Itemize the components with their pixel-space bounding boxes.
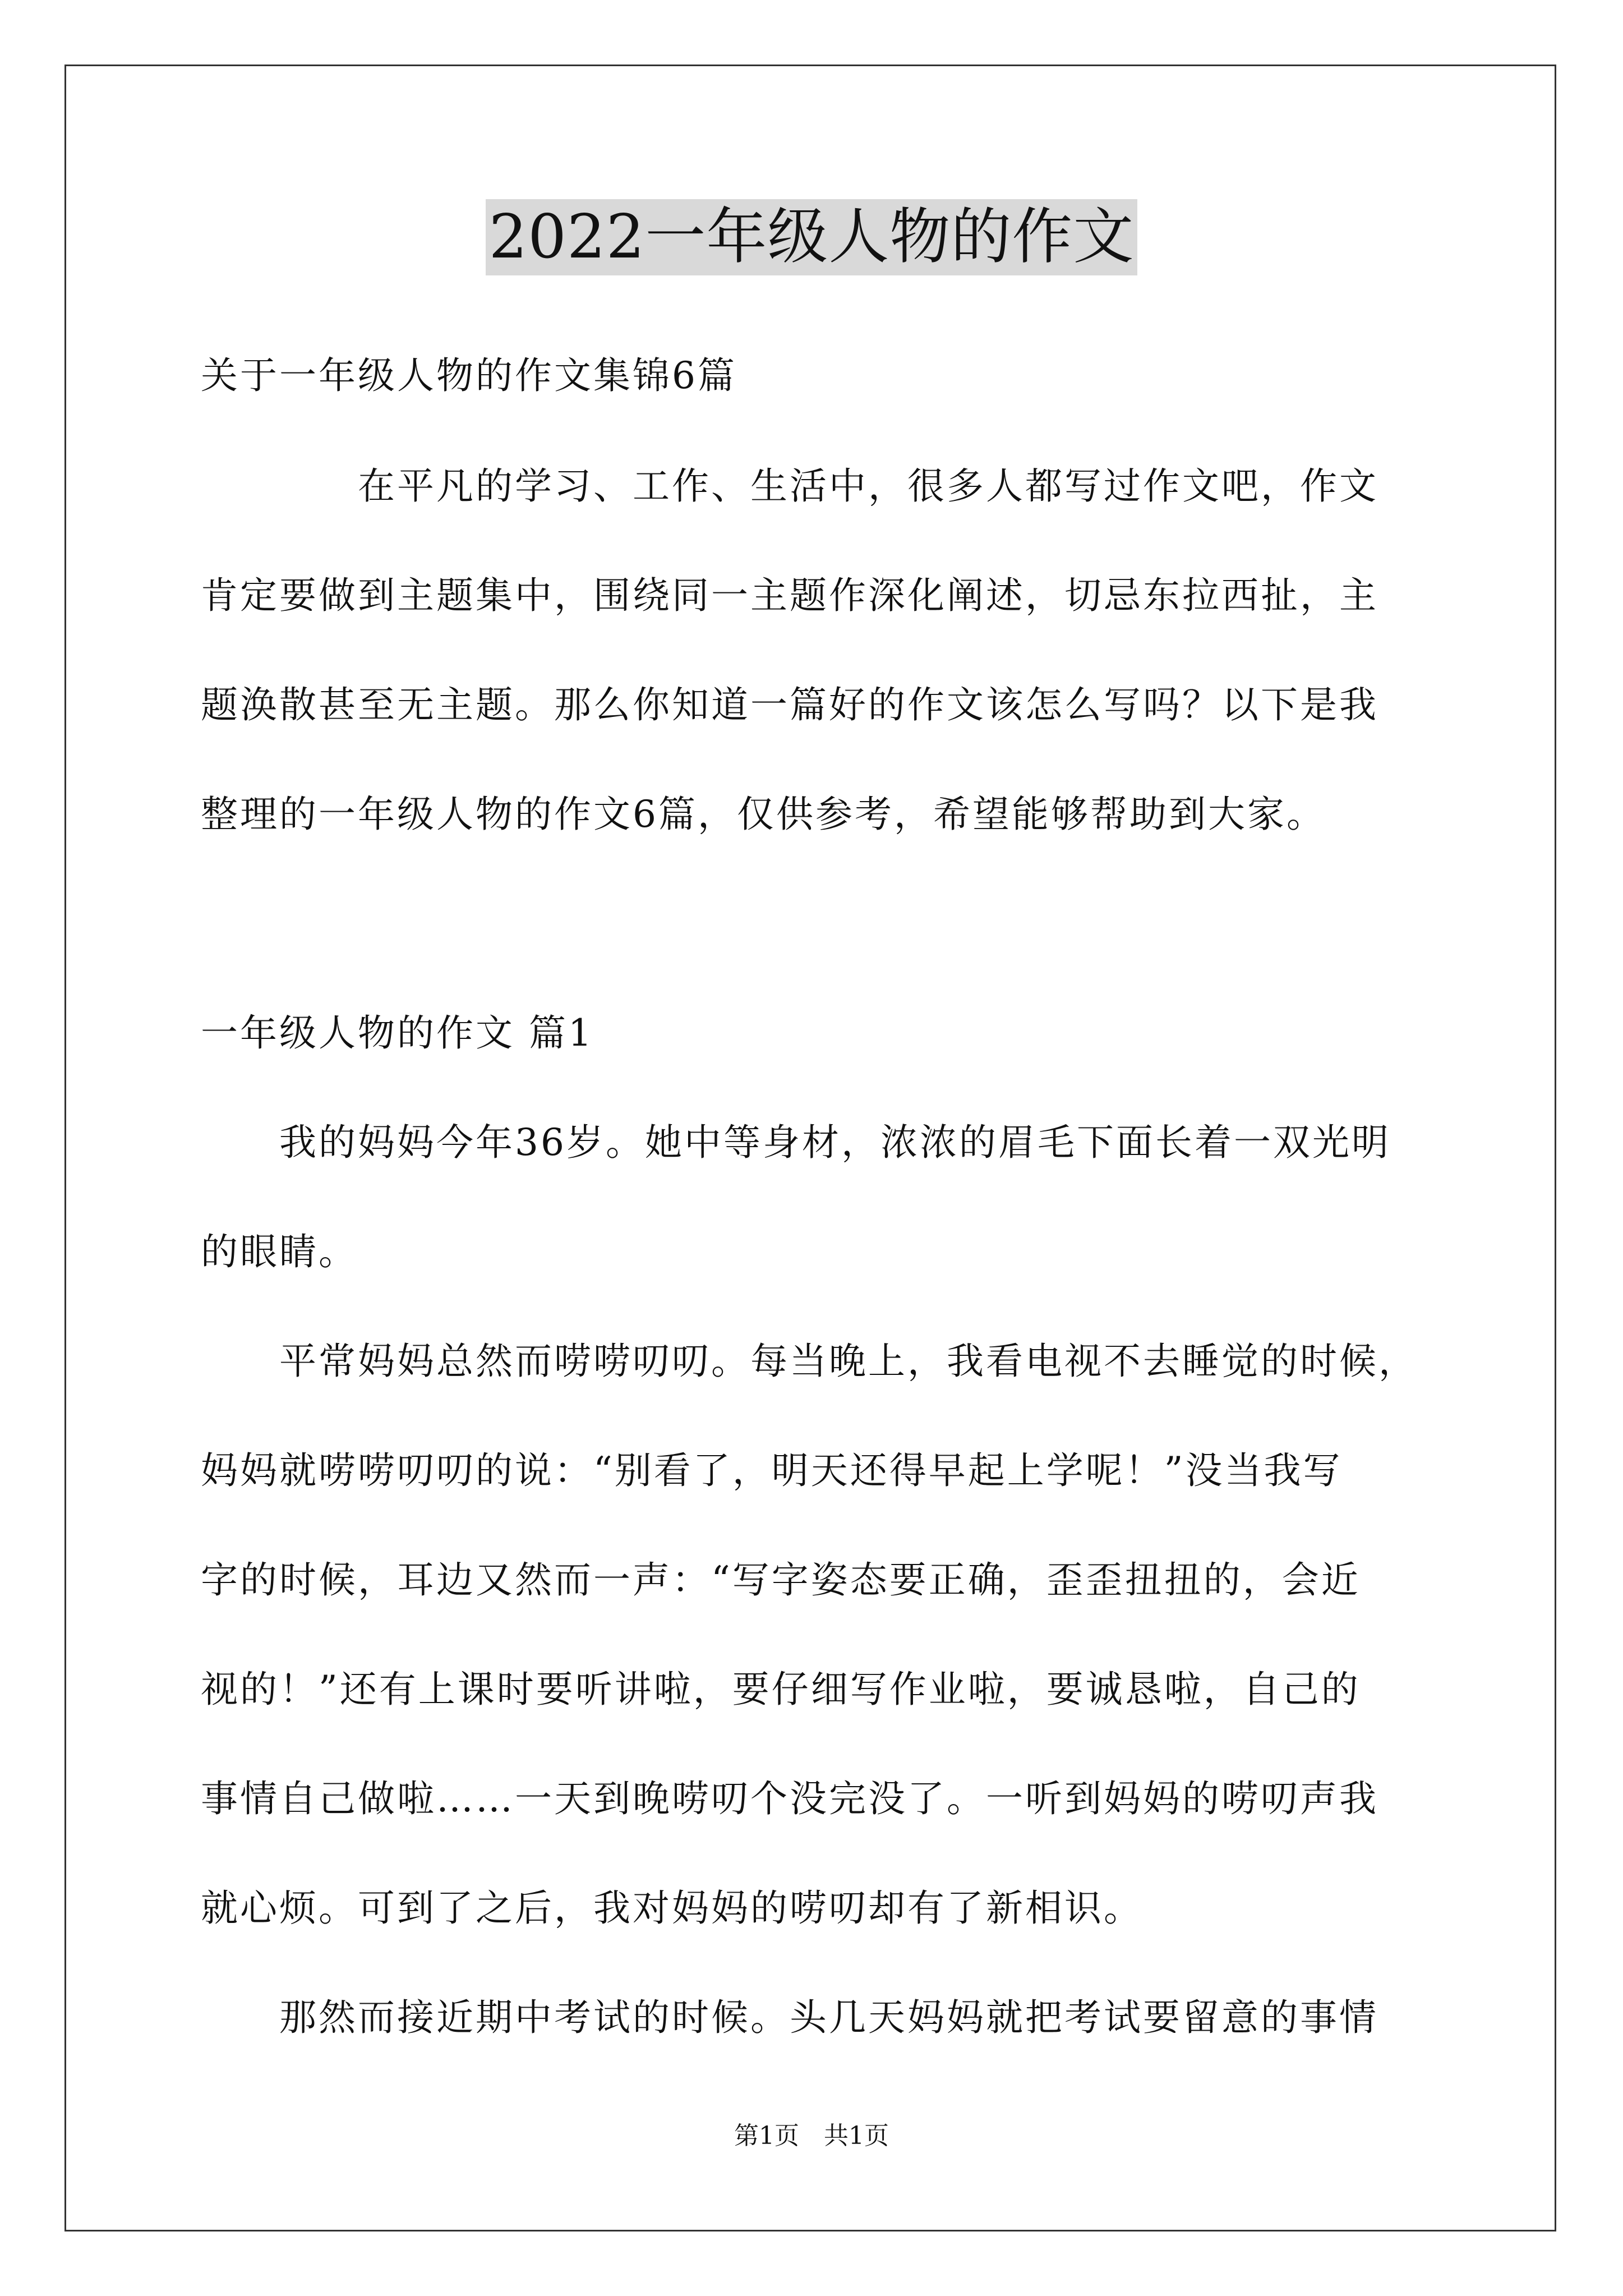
paragraph2-line-1: 平常妈妈总然而唠唠叨叨。每当晚上，我看电视不去睡觉的时候， — [201, 1340, 1418, 1383]
document-title: 2022一年级人物的作文 — [486, 199, 1138, 275]
page-footer: 第1页 共1页 — [734, 2122, 889, 2150]
paragraph2-line-4: 视的！”还有上课时要听讲啦，要仔细写作业啦，要诚恳啦，自己的 — [201, 1668, 1361, 1711]
intro-line-2: 肯定要做到主题集中，围绕同一主题作深化阐述，切忌东拉西扯，主 — [201, 574, 1378, 617]
intro-line-3: 题涣散甚至无主题。那么你知道一篇好的作文该怎么写吗？以下是我 — [201, 683, 1378, 726]
section-heading: 一年级人物的作文 篇1 — [201, 1011, 594, 1055]
paragraph1-line-2: 的眼睛。 — [201, 1230, 358, 1273]
intro-line-1: 在平凡的学习、工作、生活中，很多人都写过作文吧，作文 — [201, 464, 1378, 508]
paragraph2-line-3: 字的时候，耳边又然而一声：“写字姿态要正确，歪歪扭扭的，会近 — [201, 1558, 1361, 1602]
title-container — [0, 199, 1623, 275]
intro-line-4: 整理的一年级人物的作文6篇，仅供参考，希望能够帮助到大家。 — [201, 793, 1326, 836]
paragraph2-line-2: 妈妈就唠唠叨叨的说：“别看了，明天还得早起上学呢！”没当我写 — [201, 1449, 1343, 1492]
paragraph3-line-1: 那然而接近期中考试的时候。头几天妈妈就把考试要留意的事情 — [201, 1996, 1378, 2039]
paragraph2-line-5: 事情自己做啦……一天到晚唠叨个没完没了。一听到妈妈的唠叨声我 — [201, 1777, 1378, 1820]
paragraph2-line-6: 就心烦。可到了之后，我对妈妈的唠叨却有了新相识。 — [201, 1887, 1143, 1930]
document-subtitle: 关于一年级人物的作文集锦6篇 — [201, 354, 737, 397]
paragraph1-line-1: 我的妈妈今年36岁。她中等身材，浓浓的眉毛下面长着一双光明 — [201, 1121, 1391, 1164]
